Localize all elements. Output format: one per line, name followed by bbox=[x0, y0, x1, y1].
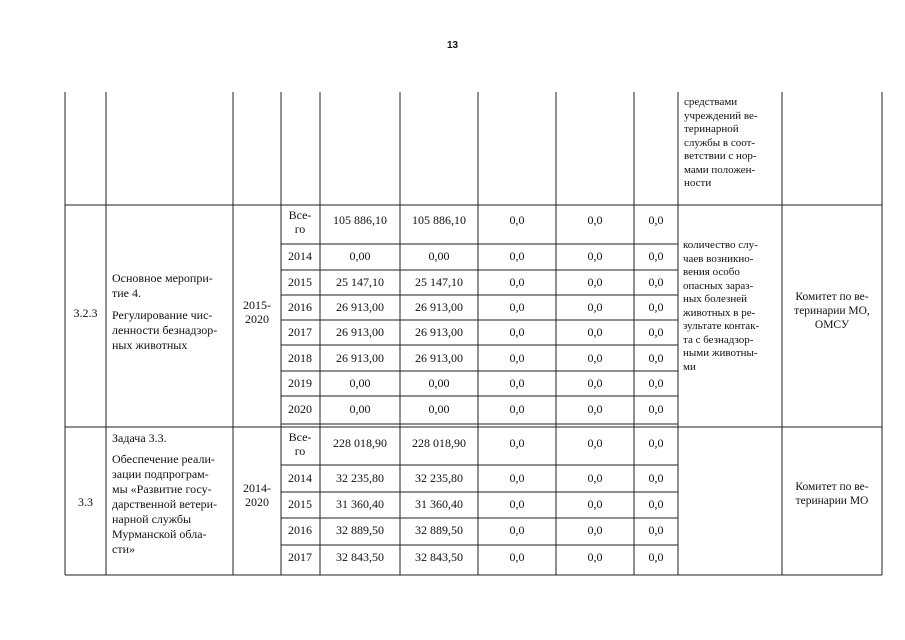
value-cell: 0,0 bbox=[509, 436, 525, 450]
year-cell: 2019 bbox=[288, 376, 312, 390]
indicator-line: количество слу- bbox=[683, 239, 758, 251]
section-title bbox=[112, 431, 217, 557]
indicator-line: животных в ре- bbox=[683, 306, 756, 319]
value-cell: 0,0 bbox=[648, 325, 664, 339]
year-cell: Все- го bbox=[288, 208, 312, 236]
value-cell: 0,00 bbox=[349, 376, 371, 390]
value-cell: 105 886,10 bbox=[412, 213, 466, 227]
value-cell: 0,0 bbox=[648, 471, 664, 485]
value-cell: 32 889,50 bbox=[415, 523, 463, 537]
value-cell: 0,0 bbox=[648, 300, 664, 314]
value-cell: 32 843,50 bbox=[336, 550, 384, 564]
page-number: 13 bbox=[446, 40, 459, 51]
title-line: Мурманской обла- bbox=[112, 527, 207, 541]
value-cell: 0,0 bbox=[509, 550, 525, 564]
value-cell: 0,0 bbox=[587, 471, 603, 485]
year-cell: 2016 bbox=[288, 523, 312, 537]
indicator-line: ными животны- bbox=[683, 347, 758, 359]
value-cell: 0,0 bbox=[509, 402, 525, 416]
year-cell: Все- го bbox=[288, 430, 312, 458]
value-cell: 0,0 bbox=[509, 471, 525, 485]
fragment-line: службы в соот- bbox=[684, 136, 756, 149]
indicator-text bbox=[683, 239, 759, 374]
value-cell: 26 913,00 bbox=[415, 351, 463, 365]
value-cell: 26 913,00 bbox=[415, 325, 463, 339]
fragment-line: мами положен- bbox=[684, 163, 756, 176]
title-line: зации подпрограм- bbox=[112, 467, 209, 481]
value-cell: 0,0 bbox=[648, 249, 664, 263]
fragment-line: теринарной bbox=[684, 123, 739, 135]
year-cell: 2018 bbox=[288, 351, 312, 365]
value-cell: 0,0 bbox=[648, 275, 664, 289]
year-cell: 2020 bbox=[288, 402, 312, 416]
title-line: ных животных bbox=[112, 338, 188, 352]
value-cell: 0,00 bbox=[349, 249, 371, 263]
value-cell: 26 913,00 bbox=[336, 351, 384, 365]
value-cell: 31 360,40 bbox=[336, 497, 384, 511]
value-cell: 26 913,00 bbox=[336, 300, 384, 314]
value-cell: 0,00 bbox=[349, 402, 371, 416]
title-line: тие 4. bbox=[112, 286, 141, 300]
indicator-line: вения особо bbox=[683, 266, 740, 278]
value-cell: 228 018,90 bbox=[412, 436, 466, 450]
year-cell: 2015 bbox=[288, 497, 312, 511]
section-period bbox=[233, 481, 281, 509]
value-cell: 0,0 bbox=[648, 523, 664, 537]
fragment-line: ветствии с нор- bbox=[684, 150, 757, 162]
value-cell: 0,0 bbox=[648, 436, 664, 450]
year-cell: 2017 bbox=[288, 325, 312, 339]
executor-text bbox=[782, 290, 882, 332]
title-line: Регулирование чис- bbox=[112, 308, 213, 322]
value-cell: 32 235,80 bbox=[336, 471, 384, 485]
value-cell: 32 843,50 bbox=[415, 550, 463, 564]
value-cell: 0,0 bbox=[587, 351, 603, 365]
value-cell: 25 147,10 bbox=[336, 275, 384, 289]
title-line: мы «Развитие госу- bbox=[112, 482, 212, 496]
value-cell: 0,0 bbox=[509, 497, 525, 511]
executor-line: Комитет по ве- bbox=[795, 481, 869, 493]
value-cell: 0,0 bbox=[509, 325, 525, 339]
indicator-line: чаев возникно- bbox=[683, 252, 754, 265]
period-start: 2015- bbox=[243, 298, 271, 312]
value-cell: 0,0 bbox=[587, 436, 603, 450]
indicator-line: опасных зараз- bbox=[683, 279, 754, 292]
value-cell: 0,0 bbox=[509, 249, 525, 263]
executor-line: теринарии МО bbox=[795, 495, 869, 507]
section-period bbox=[233, 298, 281, 326]
value-cell: 25 147,10 bbox=[415, 275, 463, 289]
executor-text bbox=[782, 480, 882, 508]
value-cell: 32 889,50 bbox=[336, 523, 384, 537]
value-cell: 0,0 bbox=[648, 351, 664, 365]
value-cell: 0,0 bbox=[509, 376, 525, 390]
value-cell: 26 913,00 bbox=[415, 300, 463, 314]
value-cell: 0,0 bbox=[509, 351, 525, 365]
value-cell: 0,0 bbox=[509, 213, 525, 227]
value-cell: 0,00 bbox=[428, 402, 450, 416]
value-cell: 0,0 bbox=[587, 275, 603, 289]
executor-line: ОМСУ bbox=[814, 319, 850, 331]
value-cell: 105 886,10 bbox=[333, 213, 387, 227]
indicator-line: та с безнадзор- bbox=[683, 333, 754, 346]
fragment-line: учреждений ве- bbox=[684, 109, 758, 122]
executor-line: теринарии МО, bbox=[794, 305, 870, 317]
fragment-line: средствами bbox=[684, 96, 738, 108]
year-cell: 2014 bbox=[288, 249, 312, 263]
indicator-line: ми bbox=[683, 360, 696, 373]
value-cell: 0,0 bbox=[587, 249, 603, 263]
executor-line: Комитет по ве- bbox=[795, 291, 869, 303]
value-cell: 228 018,90 bbox=[333, 436, 387, 450]
title-line: Обеспечение реали- bbox=[112, 452, 215, 466]
year-cell: 2015 bbox=[288, 275, 312, 289]
value-cell: 0,00 bbox=[428, 376, 450, 390]
title-line: ленности безнадзор- bbox=[112, 323, 218, 337]
year-cell: 2016 bbox=[288, 300, 312, 314]
section-code: 3.2.3 bbox=[73, 306, 98, 320]
value-cell: 0,0 bbox=[587, 300, 603, 314]
indicator-line: ных болезней bbox=[683, 293, 747, 305]
value-cell: 32 235,80 bbox=[415, 471, 463, 485]
value-cell: 0,0 bbox=[587, 523, 603, 537]
value-cell: 0,0 bbox=[648, 213, 664, 227]
value-cell: 0,0 bbox=[509, 275, 525, 289]
value-cell: 0,00 bbox=[428, 249, 450, 263]
value-cell: 0,0 bbox=[648, 402, 664, 416]
value-cell: 31 360,40 bbox=[415, 497, 463, 511]
title-line: Задача 3.3. bbox=[112, 431, 167, 445]
period-end: 2020 bbox=[245, 495, 269, 509]
year-cell: 2014 bbox=[288, 471, 312, 485]
value-cell: 0,0 bbox=[509, 300, 525, 314]
value-cell: 0,0 bbox=[648, 550, 664, 564]
period-end: 2020 bbox=[245, 312, 269, 326]
period-start: 2014- bbox=[243, 481, 271, 495]
title-spacer bbox=[112, 301, 217, 308]
value-cell: 0,0 bbox=[587, 550, 603, 564]
indicator-line: зультате контак- bbox=[683, 320, 760, 332]
value-cell: 0,0 bbox=[587, 497, 603, 511]
value-cell: 0,0 bbox=[509, 523, 525, 537]
year-cell: 2017 bbox=[288, 550, 312, 564]
value-cell: 0,0 bbox=[587, 376, 603, 390]
title-line: нарной службы bbox=[112, 512, 192, 526]
value-cell: 0,0 bbox=[587, 325, 603, 339]
title-line: дарственной ветери- bbox=[112, 497, 218, 511]
top-fragment-text bbox=[684, 96, 758, 191]
section-title bbox=[112, 271, 217, 353]
value-cell: 0,0 bbox=[648, 497, 664, 511]
title-line: сти» bbox=[112, 542, 135, 556]
value-cell: 0,0 bbox=[648, 376, 664, 390]
title-line: Основное меропри- bbox=[112, 271, 213, 285]
value-cell: 0,0 bbox=[587, 402, 603, 416]
section-code: 3.3 bbox=[78, 495, 93, 509]
fragment-line: ности bbox=[684, 177, 712, 189]
value-cell: 0,0 bbox=[587, 213, 603, 227]
value-cell: 26 913,00 bbox=[336, 325, 384, 339]
